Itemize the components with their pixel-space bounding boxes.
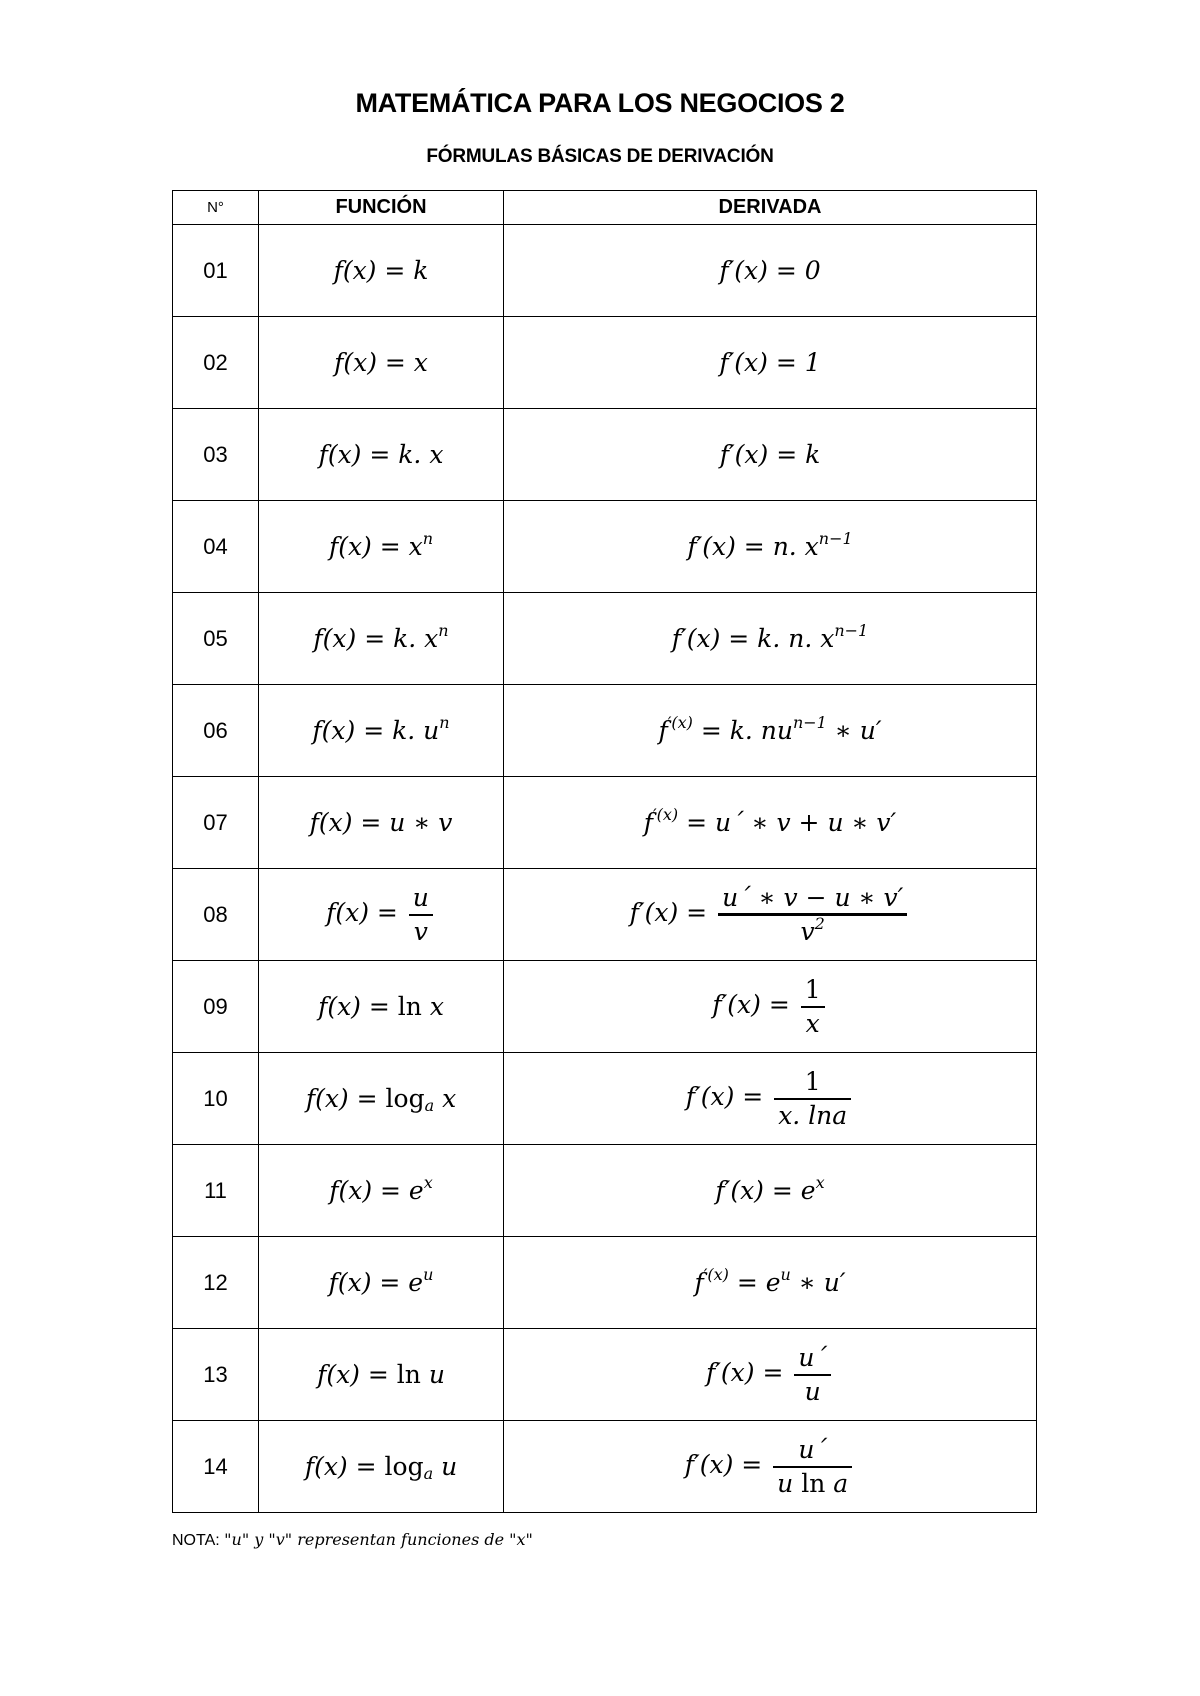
derivative-formula: f′(x) = $\frac{u´}{u}$ <box>706 1358 834 1387</box>
derivative-formula: f′(x) = k. n. $x^{n-1}$ <box>671 620 869 653</box>
derivative-formula: f′(x) = $\frac{1}{x. \ln a}$ <box>686 1082 854 1111</box>
derivative-formula: $f'(x) = e^x$ <box>715 1172 825 1205</box>
table-row <box>173 317 1037 409</box>
function-formula: $f(x) = \log_a u$ <box>304 1452 458 1483</box>
header-derivative: DERIVADA <box>504 191 1037 225</box>
derivative-cell <box>504 685 1037 777</box>
derivative-cell <box>504 1145 1037 1237</box>
function-cell <box>259 593 504 685</box>
function-cell <box>259 685 504 777</box>
derivative-cell <box>504 409 1037 501</box>
fraction: $\frac{u´}{u}$ <box>794 1342 831 1407</box>
function-formula: f(x) = $\frac{u}{v}$ <box>326 898 436 927</box>
derivative-formula: f′(x) = 1 <box>719 348 821 377</box>
derivative-formula: f′(x) = $\frac{u´}{\text{u ln a}}$ <box>685 1450 855 1479</box>
derivative-formula: f′(x) = k <box>719 440 821 469</box>
table-row <box>173 225 1037 317</box>
function-cell <box>259 1053 504 1145</box>
row-number: 07 <box>173 777 259 869</box>
function-cell <box>259 1237 504 1329</box>
table-row <box>173 685 1037 777</box>
derivative-cell <box>504 777 1037 869</box>
function-cell <box>259 961 504 1053</box>
table-row <box>173 777 1037 869</box>
row-number: 06 <box>173 685 259 777</box>
footnote-label: NOTA: <box>172 1532 225 1549</box>
derivatives-table <box>172 190 1037 1513</box>
function-formula: f(x) = k. $u^n$ <box>312 712 450 745</box>
derivative-cell <box>504 1237 1037 1329</box>
row-number: 04 <box>173 501 259 593</box>
function-formula: f(x) = k. x <box>318 440 444 469</box>
row-number: 08 <box>173 869 259 961</box>
derivative-cell <box>504 501 1037 593</box>
table-row <box>173 1145 1037 1237</box>
derivative-cell <box>504 317 1037 409</box>
function-cell <box>259 225 504 317</box>
table-row <box>173 1421 1037 1513</box>
derivative-formula: f′(x) = 0 <box>719 256 821 285</box>
table-row <box>173 409 1037 501</box>
function-formula: f(x) = k. $x^n$ <box>313 620 449 653</box>
derivative-formula: $f^{'(x)} = e^u$ ∗ u′ <box>694 1264 846 1297</box>
row-number: 09 <box>173 961 259 1053</box>
derivative-formula: f′(x) = $\frac{1}{x}$ <box>712 990 827 1019</box>
header-number: N° <box>173 191 259 225</box>
derivative-cell <box>504 1329 1037 1421</box>
derivative-cell <box>504 225 1037 317</box>
table-header-row <box>173 191 1037 225</box>
header-function: FUNCIÓN <box>259 191 504 225</box>
function-cell <box>259 317 504 409</box>
row-number: 12 <box>173 1237 259 1329</box>
fraction: $\frac{u´}{\text{u ln a}}$ <box>773 1434 852 1499</box>
table-row <box>173 1053 1037 1145</box>
function-cell <box>259 1329 504 1421</box>
row-number: 14 <box>173 1421 259 1513</box>
table-row <box>173 1237 1037 1329</box>
fraction: $\frac{1}{x. \ln a}$ <box>774 1066 851 1131</box>
function-cell <box>259 409 504 501</box>
derivative-cell <box>504 1421 1037 1513</box>
function-cell <box>259 1421 504 1513</box>
fraction: $\frac{1}{x}$ <box>801 974 825 1039</box>
document-subtitle: FÓRMULAS BÁSICAS DE DERIVACIÓN <box>426 146 774 167</box>
derivative-cell <box>504 1053 1037 1145</box>
derivative-formula: f′(x) = n. $x^{n-1}$ <box>687 528 853 561</box>
row-number: 03 <box>173 409 259 501</box>
row-number: 01 <box>173 225 259 317</box>
function-formula: f(x) = k <box>333 256 429 285</box>
document-title: MATEMÁTICA PARA LOS NEGOCIOS 2 <box>355 88 845 118</box>
row-number: 13 <box>173 1329 259 1421</box>
function-formula: $f(x) = e^x$ <box>329 1172 433 1205</box>
row-number: 10 <box>173 1053 259 1145</box>
derivative-formula: f′(x) = $\frac{u´ ∗ v - u ∗ v'}{v^2}$ <box>630 898 911 927</box>
footnote-text: "u" y "v" representan funciones de "x" <box>224 1530 533 1549</box>
table-row <box>173 1329 1037 1421</box>
derivative-cell <box>504 869 1037 961</box>
table-row <box>173 961 1037 1053</box>
fraction: $\frac{u´ ∗ v - u ∗ v'}{v^2}$ <box>718 882 907 948</box>
row-number: 02 <box>173 317 259 409</box>
row-number: 05 <box>173 593 259 685</box>
derivative-formula: $f^{'(x)} = k$. $nu^{n-1}$ ∗ u′ <box>658 712 882 745</box>
function-formula: $f(x) = x^n$ <box>328 528 434 561</box>
fraction: $\frac{u}{v}$ <box>409 882 433 947</box>
function-cell <box>259 501 504 593</box>
function-cell <box>259 869 504 961</box>
function-cell <box>259 777 504 869</box>
function-formula: f(x) = u ∗ v <box>309 808 453 837</box>
derivative-cell <box>504 961 1037 1053</box>
table-row <box>173 869 1037 961</box>
table-row <box>173 501 1037 593</box>
function-formula: $f(x) = e^u$ <box>328 1264 434 1297</box>
function-cell <box>259 1145 504 1237</box>
derivative-cell <box>504 593 1037 685</box>
function-formula: $f(x) = \log_a x$ <box>305 1084 457 1115</box>
footnote <box>172 1530 533 1550</box>
function-formula: f(x) = ln u <box>317 1360 445 1389</box>
function-formula: f(x) = ln x <box>318 992 444 1021</box>
row-number: 11 <box>173 1145 259 1237</box>
derivative-formula: $f^{'(x)}$ = u´ ∗ v + u ∗ v′ <box>643 804 897 837</box>
table-row <box>173 593 1037 685</box>
function-formula: f(x) = x <box>334 348 428 377</box>
